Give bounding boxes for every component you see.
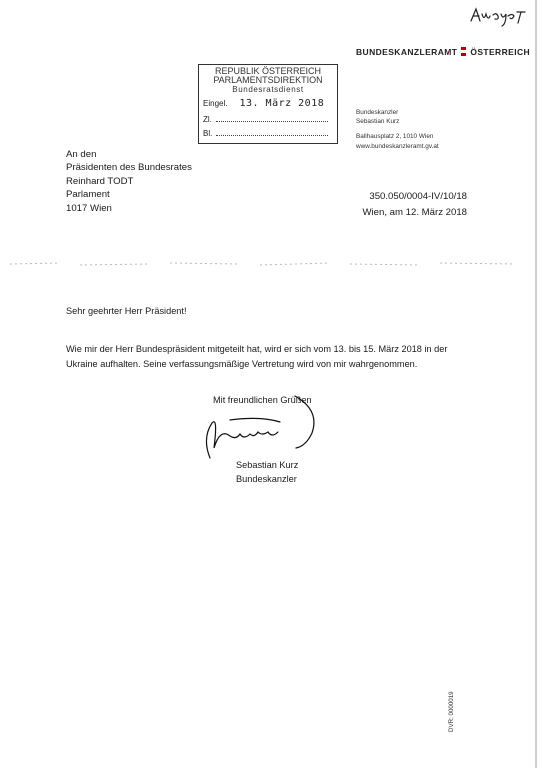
fold-speckles <box>0 257 520 271</box>
stamp-zl-row <box>203 115 328 124</box>
stamp-header <box>199 67 337 94</box>
stamp-bl-row <box>203 129 328 138</box>
recipient-line1: An den <box>66 149 97 160</box>
signer-block <box>236 458 298 486</box>
closing: Mit freundlichen Grüßen <box>213 395 312 405</box>
handwritten-annotation <box>468 4 528 28</box>
stamp-eingel-row <box>203 98 324 109</box>
sender-line2: Sebastian Kurz <box>356 118 400 126</box>
reference-number: 350.050/0004-IV/10/18 <box>369 191 467 202</box>
stamp-line3: Bundesratsdienst <box>232 85 304 94</box>
recipient-line5: 1017 Wien <box>66 202 112 214</box>
recipient-line2: Präsidenten des Bundesrates <box>66 162 192 174</box>
ministry-logo <box>356 47 530 57</box>
place-date: Wien, am 12. März 2018 <box>362 207 467 218</box>
sender-line1: Bundeskanzler <box>356 109 399 116</box>
signer-title: Bundeskanzler <box>236 474 297 484</box>
stamp-zl-line <box>216 121 328 122</box>
scan-fold-line <box>0 257 523 271</box>
handwritten-signature <box>200 388 340 468</box>
recipient-line4: Parlament <box>66 189 110 201</box>
recipient-line3: Reinhard TODT <box>66 175 134 187</box>
stamp-eingel-date: 13. März 2018 <box>239 98 325 109</box>
stamp-line1: REPUBLIK ÖSTERREICH <box>214 66 322 76</box>
scan-edge <box>535 0 537 768</box>
logo-right-text: ÖSTERREICH <box>470 47 531 57</box>
signer-name: Sebastian Kurz <box>236 460 299 470</box>
flag-mark <box>461 47 466 56</box>
sender-line4: www.bundeskanzleramt.gv.at <box>356 142 439 150</box>
salutation: Sehr geehrter Herr Präsident! <box>66 306 187 316</box>
stamp-line2: PARLAMENTSDIREKTION <box>213 75 323 85</box>
stamp-eingel-label: Eingel. <box>203 99 228 108</box>
sender-line3: Ballhausplatz 2, 1010 Wien <box>356 133 434 141</box>
letter-body: Wie mir der Herr Bundespräsident mitgeteilt hat, wird er sich vom 13. bis 15. März 2018 in der Ukraine aufhalten. Seine verfassungsmäßige Vertretung wird von mir wahrgenommen. <box>66 344 448 369</box>
stamp-zl-label: Zl. <box>203 115 212 124</box>
stamp-bl-line <box>216 135 328 136</box>
sender-block <box>356 108 439 151</box>
recipient-address <box>66 148 192 215</box>
receipt-stamp <box>198 64 338 144</box>
stamp-bl-label: Bl. <box>203 129 213 138</box>
dvr-number: DVR: 0000019 <box>448 691 455 732</box>
logo-left-text: BUNDESKANZLERAMT <box>356 47 458 57</box>
reference-block <box>362 189 467 221</box>
